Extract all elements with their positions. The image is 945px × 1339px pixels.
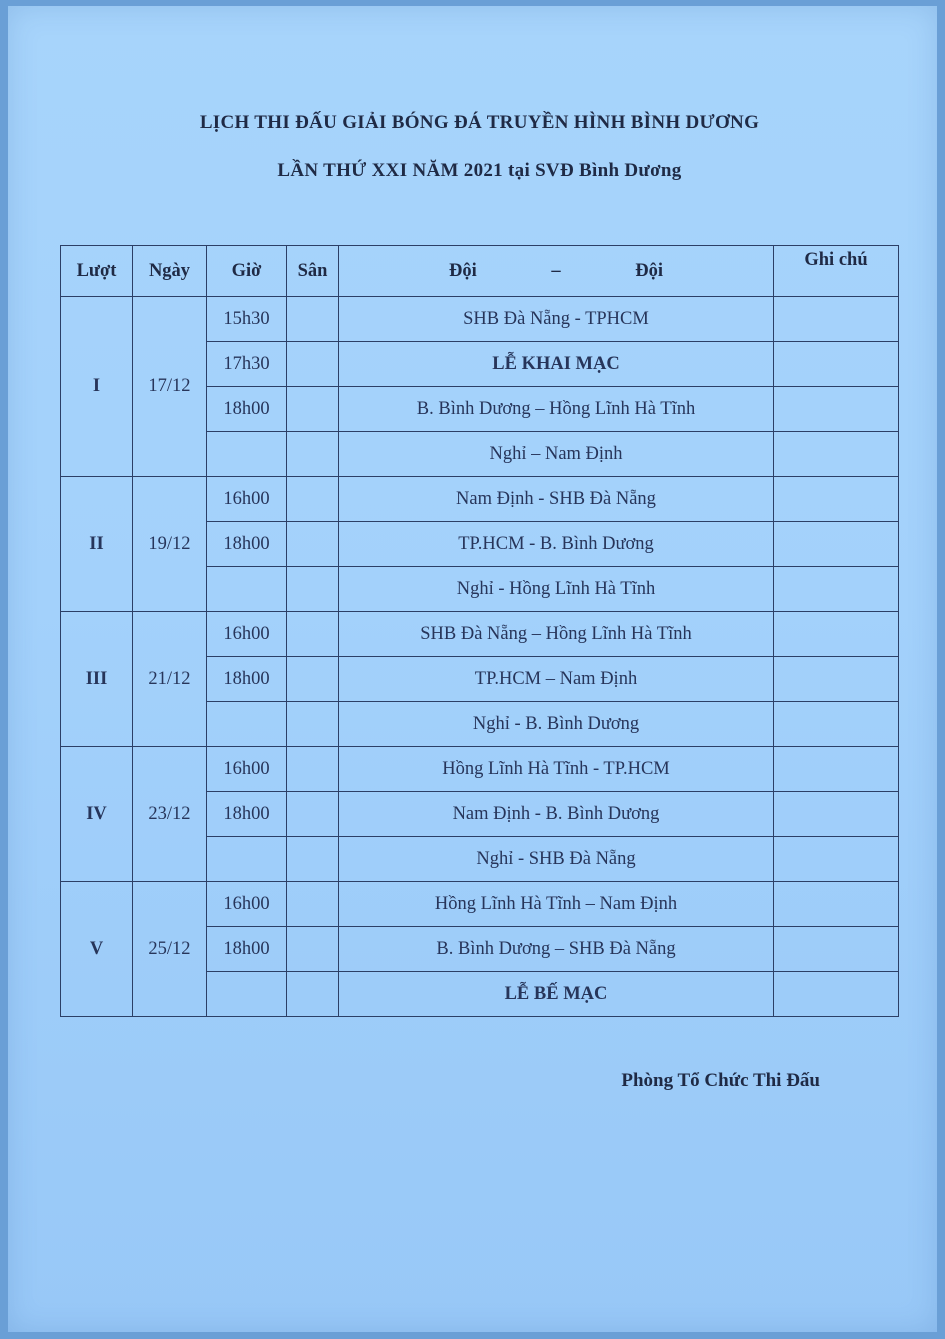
field-cell [287,657,339,702]
note-cell [774,702,899,747]
header-dash: – [551,260,561,281]
time-cell [207,702,287,747]
field-cell [287,522,339,567]
time-cell: 16h00 [207,747,287,792]
field-cell [287,792,339,837]
field-cell [287,297,339,342]
teams-cell: Nghỉ - SHB Đà Nẵng [339,837,774,882]
header-date: Ngày [133,246,207,297]
header-note: Ghi chú [774,246,899,297]
header-round: Lượt [61,246,133,297]
table-row [61,747,899,792]
date-cell: 25/12 [133,882,207,1017]
table-row [61,882,899,927]
teams-cell: Nghỉ - Hồng Lĩnh Hà Tĩnh [339,567,774,612]
teams-cell: Hồng Lĩnh Hà Tĩnh – Nam Định [339,882,774,927]
teams-cell: B. Bình Dương – Hồng Lĩnh Hà Tĩnh [339,387,774,432]
teams-cell: Nam Định - SHB Đà Nẵng [339,477,774,522]
teams-cell: SHB Đà Nẵng – Hồng Lĩnh Hà Tĩnh [339,612,774,657]
signature: Phòng Tổ Chức Thi Đấu [621,1070,820,1091]
note-cell [774,522,899,567]
header-field: Sân [287,246,339,297]
teams-cell: LỄ BẾ MẠC [339,972,774,1017]
round-cell: II [61,477,133,612]
date-cell: 23/12 [133,747,207,882]
time-cell: 18h00 [207,792,287,837]
note-cell [774,747,899,792]
note-cell [774,477,899,522]
field-cell [287,702,339,747]
note-cell [774,837,899,882]
time-cell [207,432,287,477]
time-cell: 18h00 [207,522,287,567]
time-cell [207,567,287,612]
teams-cell: TP.HCM – Nam Định [339,657,774,702]
time-cell: 16h00 [207,882,287,927]
field-cell [287,387,339,432]
header-time: Giờ [207,246,287,297]
field-cell [287,432,339,477]
note-cell [774,567,899,612]
schedule-body [61,297,899,1017]
date-cell: 21/12 [133,612,207,747]
teams-cell: Nghỉ - B. Bình Dương [339,702,774,747]
teams-cell: LỄ KHAI MẠC [339,342,774,387]
field-cell [287,837,339,882]
note-cell [774,432,899,477]
time-cell: 17h30 [207,342,287,387]
note-cell [774,612,899,657]
round-cell: III [61,612,133,747]
time-cell [207,837,287,882]
time-cell: 18h00 [207,927,287,972]
time-cell [207,972,287,1017]
date-cell: 19/12 [133,477,207,612]
teams-cell: Nam Định - B. Bình Dương [339,792,774,837]
time-cell: 16h00 [207,477,287,522]
header-team-b: Đội [635,260,663,281]
field-cell [287,477,339,522]
field-cell [287,747,339,792]
note-cell [774,342,899,387]
time-cell: 18h00 [207,387,287,432]
time-cell: 16h00 [207,612,287,657]
field-cell [287,927,339,972]
header-team-a: Đội [449,260,477,281]
teams-cell: TP.HCM - B. Bình Dương [339,522,774,567]
note-cell [774,972,899,1017]
page-subtitle: LẦN THỨ XXI NĂM 2021 tại SVĐ Bình Dương [277,160,682,181]
field-cell [287,972,339,1017]
field-cell [287,612,339,657]
table-row [61,477,899,522]
teams-cell: Hồng Lĩnh Hà Tĩnh - TP.HCM [339,747,774,792]
field-cell [287,342,339,387]
round-cell: V [61,882,133,1017]
schedule-table [60,245,899,1017]
round-cell: I [61,297,133,477]
table-header-row [61,246,899,297]
time-cell: 18h00 [207,657,287,702]
note-cell [774,927,899,972]
table-row [61,297,899,342]
teams-cell: B. Bình Dương – SHB Đà Nẵng [339,927,774,972]
teams-cell: Nghỉ – Nam Định [339,432,774,477]
table-row [61,612,899,657]
round-cell: IV [61,747,133,882]
note-cell [774,657,899,702]
field-cell [287,882,339,927]
note-cell [774,792,899,837]
header-teams [339,246,774,297]
note-cell [774,882,899,927]
time-cell: 15h30 [207,297,287,342]
field-cell [287,567,339,612]
note-cell [774,387,899,432]
page-title: LỊCH THI ĐẤU GIẢI BÓNG ĐÁ TRUYỀN HÌNH BÌNH DƯƠNG [199,112,760,133]
teams-cell: SHB Đà Nẵng - TPHCM [339,297,774,342]
note-cell [774,297,899,342]
date-cell: 17/12 [133,297,207,477]
